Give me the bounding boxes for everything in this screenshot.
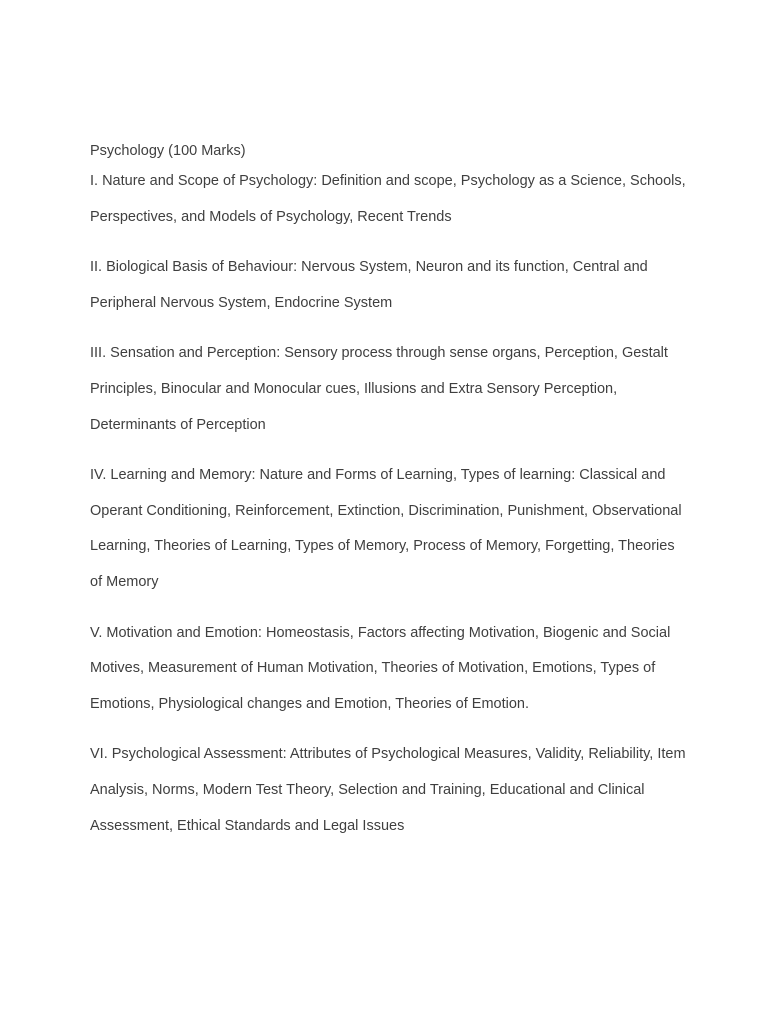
section-nature-and-scope: I. Nature and Scope of Psychology: Definition and scope, Psychology as a Science, Schools, Perspectives, and Models of Psychology, Recent Trends — [90, 173, 686, 225]
document-title: Psychology (100 Marks) — [90, 143, 246, 159]
section-psychological-assessment: VI. Psychological Assessment: Attributes of Psychological Measures, Validity, Reliability, Item Analysis, Norms, Modern Test Theory, Selection and Training, Educational and Clinical Assessment, Ethical Standards and Legal Issues — [90, 746, 686, 834]
section-motivation-emotion: V. Motivation and Emotion: Homeostasis, Factors affecting Motivation, Biogenic and Social Motives, Measurement of Human Motivation, Theories of Motivation, Emotions, Types of Emotions, Physiological changes and Emotion, Theories of Emotion. — [90, 624, 671, 712]
document-page — [90, 138, 690, 844]
document-body — [90, 164, 690, 844]
section-biological-basis: II. Biological Basis of Behaviour: Nervous System, Neuron and its function, Central and Peripheral Nervous System, Endocrine System — [90, 259, 648, 311]
section-sensation-perception: III. Sensation and Perception: Sensory process through sense organs, Perception, Gestalt Principles, Binocular and Monocular cues, Illusions and Extra Sensory Perception, Determinants of Perception — [90, 345, 668, 433]
section-learning-memory: IV. Learning and Memory: Nature and Forms of Learning, Types of learning: Classical and Operant Conditioning, Reinforcement, Extinction, Discrimination, Punishment, Observational Learning, Theories of Learning, Types of Memory, Process of Memory, Forgetting, Theories of Memory — [90, 467, 682, 590]
